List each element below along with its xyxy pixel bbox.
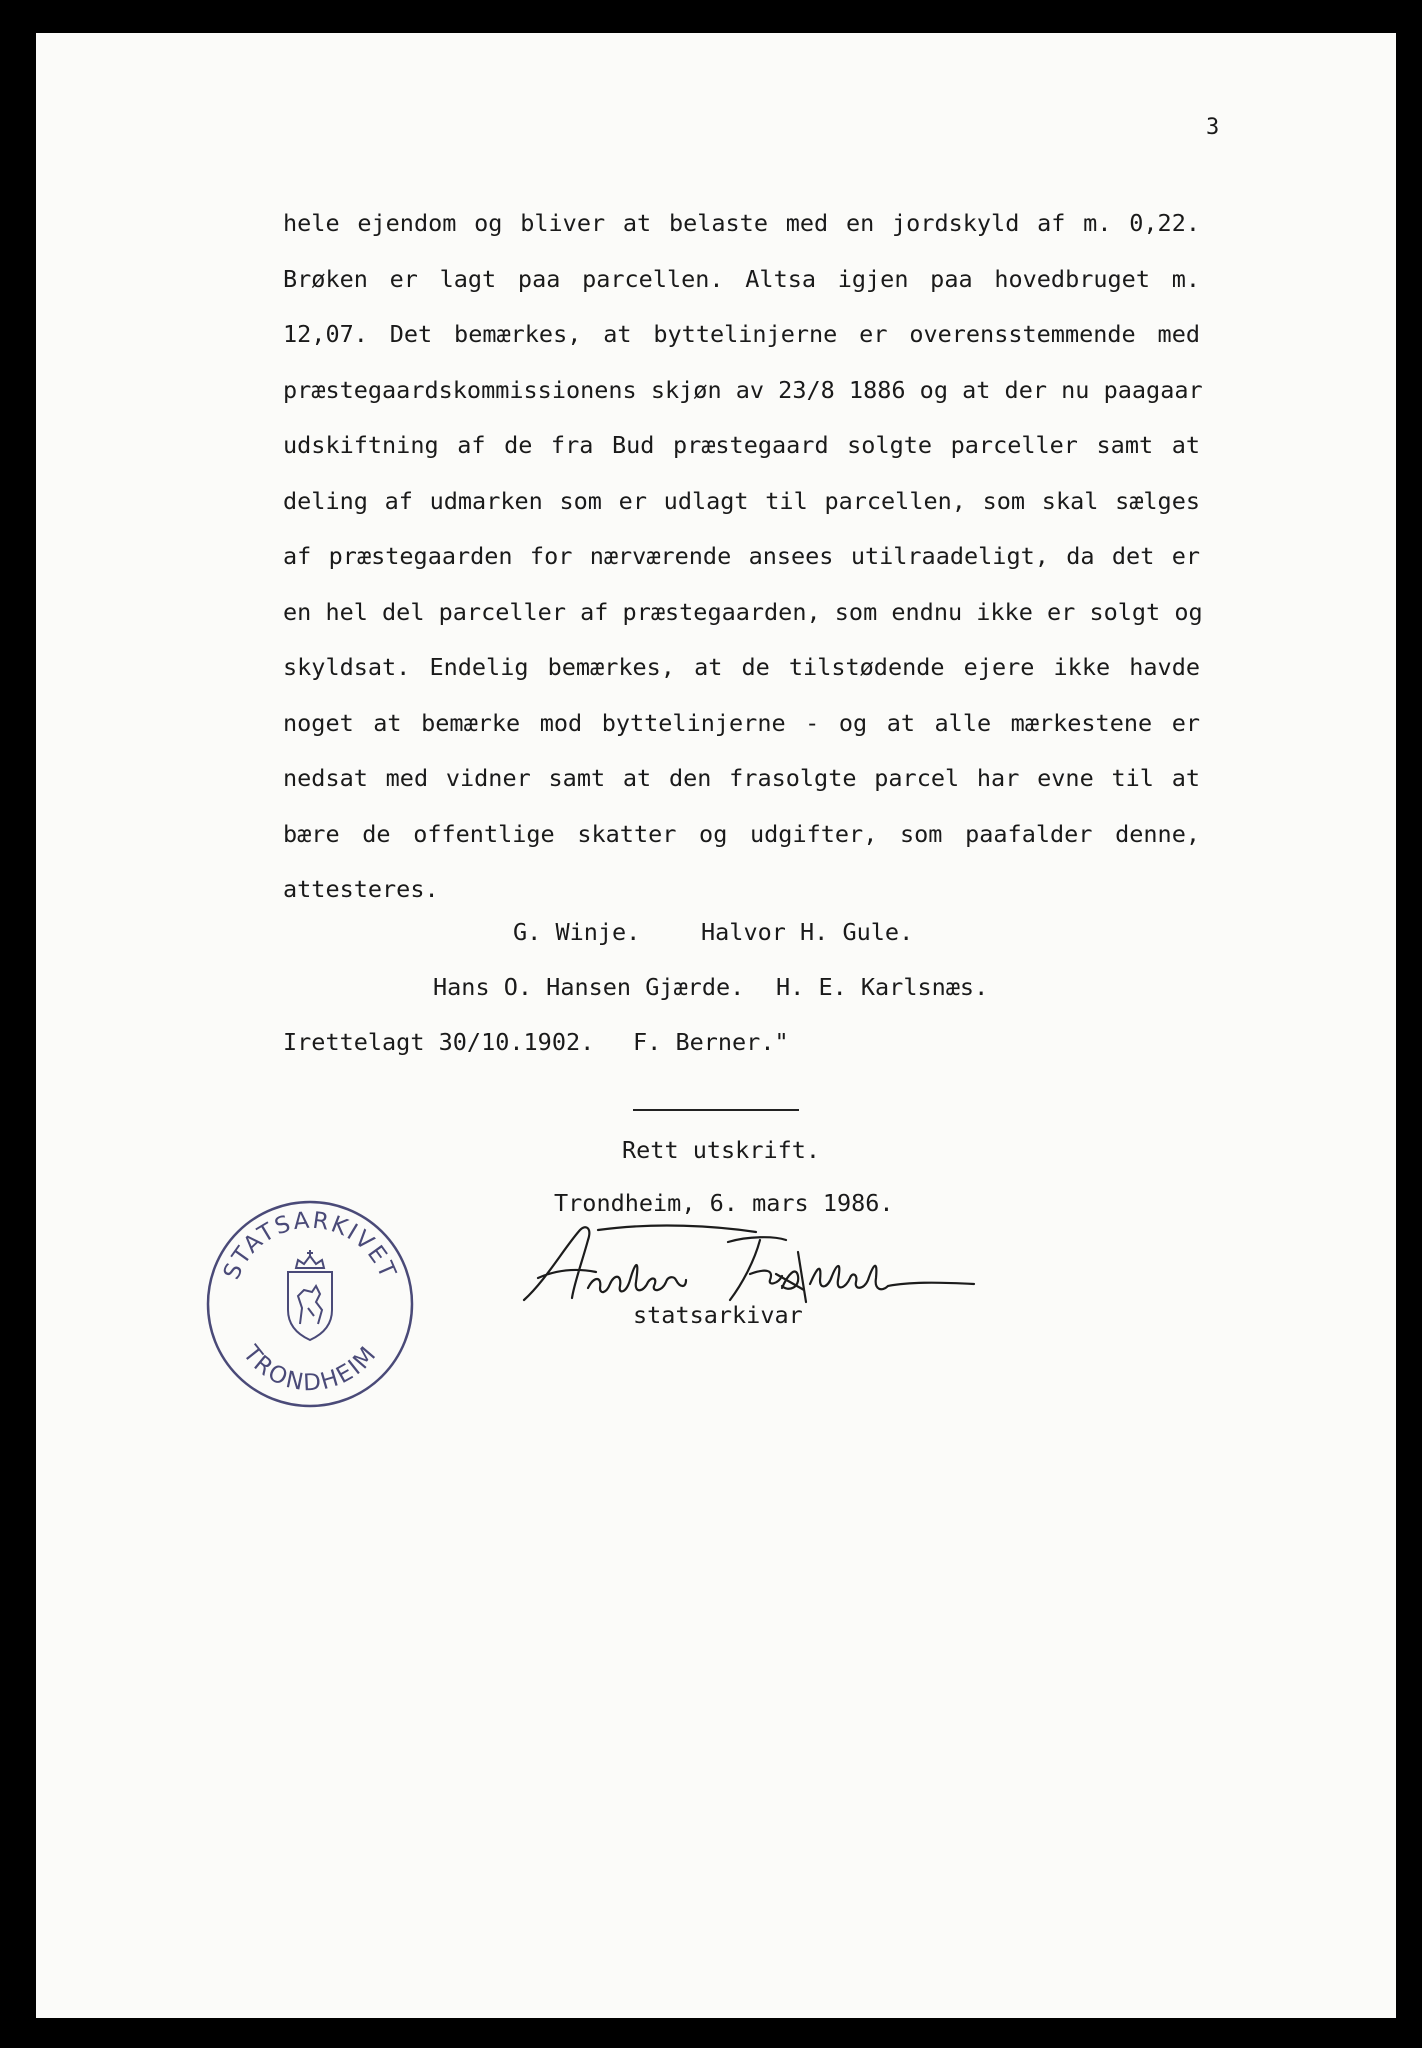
- stamp-bottom-text: TRONDHEIM: [237, 1340, 383, 1397]
- body-line: 12,07. Det bemærkes, at byttelinjerne er overensstemmende med: [283, 320, 1200, 348]
- signatory-karlsnaes: H. E. Karlsnæs.: [776, 973, 989, 1001]
- document-page: [36, 33, 1396, 2018]
- body-line: nedsat med vidner samt at den frasolgte parcel har evne til at: [283, 764, 1200, 792]
- archive-stamp: [204, 1198, 416, 1410]
- body-line: hele ejendom og bliver at belaste med en jordskyld af m. 0,22.: [283, 209, 1200, 237]
- body-line: attesteres.: [283, 875, 439, 903]
- signatory-winje: G. Winje.: [513, 918, 641, 946]
- stamp-top-text: STATSARKIVET: [218, 1207, 402, 1284]
- signatory-gjaerde: Hans O. Hansen Gjærde.: [433, 973, 745, 1001]
- separator-rule: [633, 1109, 799, 1111]
- body-line: Brøken er lagt paa parcellen. Altsa igjen paa hovedbruget m.: [283, 264, 1200, 293]
- body-line: udskiftning af de fra Bud præstegaard solgte parceller samt at: [283, 431, 1200, 459]
- registration-note: Irettelagt 30/10.1902.: [283, 1028, 595, 1056]
- svg-text:TRONDHEIM: [237, 1340, 382, 1396]
- handwritten-signature: [516, 1218, 996, 1313]
- body-line: bære de offentlige skatter og udgifter, som paafalder denne,: [283, 819, 1200, 848]
- certification-place-date: Trondheim, 6. mars 1986.: [554, 1189, 894, 1217]
- body-line: af præstegaarden for nærværende ansees utilraadeligt, da det er: [283, 542, 1200, 570]
- signatory-gule: Halvor H. Gule.: [701, 918, 914, 946]
- certification-title: Rett utskrift.: [622, 1136, 821, 1164]
- body-line: noget at bemærke mod byttelinjerne - og at alle mærkestene er: [283, 708, 1200, 737]
- body-text: [283, 196, 1203, 918]
- coat-of-arms-icon: [288, 1250, 332, 1340]
- body-line: deling af udmarken som er udlagt til parcellen, som skal sælges: [283, 486, 1200, 515]
- signatory-berner: F. Berner.": [633, 1028, 789, 1056]
- body-line: præstegaardskommissionens skjøn av 23/8 1886 og at der nu paagaar: [283, 375, 1203, 404]
- page-number: 3: [1206, 115, 1220, 140]
- certification-role: statsarkivar: [633, 1301, 803, 1329]
- body-line: skyldsat. Endelig bemærkes, at de tilstødende ejere ikke havde: [283, 653, 1200, 681]
- body-line: en hel del parceller af præstegaarden, som endnu ikke er solgt og: [283, 597, 1203, 626]
